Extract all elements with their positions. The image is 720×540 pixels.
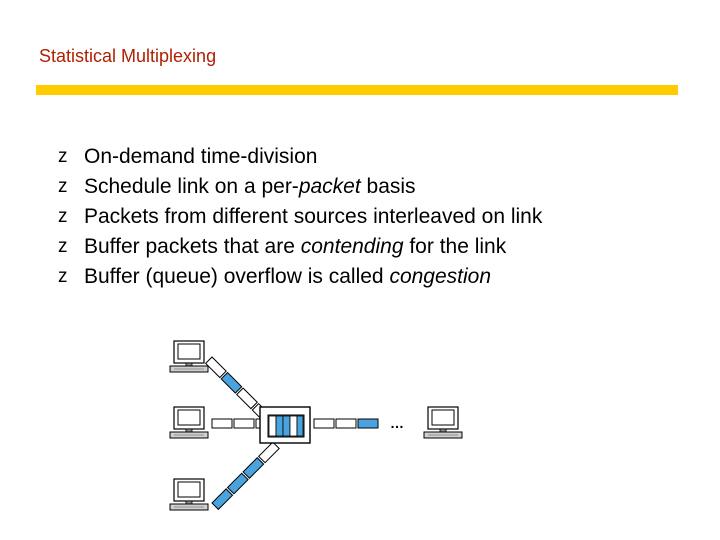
bullet-item xyxy=(58,232,618,262)
bullet-list xyxy=(58,142,618,292)
bullet-item xyxy=(58,262,618,292)
slide-title: Statistical Multiplexing xyxy=(39,46,217,66)
computer-icon xyxy=(424,407,462,438)
packet xyxy=(358,419,378,428)
bullet-text: Buffer packets that are contending for the link xyxy=(84,235,507,258)
queued-packet xyxy=(283,416,290,436)
packet xyxy=(221,373,242,394)
bullet-text: Schedule link on a per-packet basis xyxy=(84,175,416,198)
queued-packet xyxy=(297,416,303,436)
bullet-item xyxy=(58,202,618,232)
middle-link xyxy=(212,419,260,428)
bullet-item xyxy=(58,142,618,172)
computer-icon xyxy=(170,479,208,510)
bullet-glyph: z xyxy=(58,146,68,167)
bullet-glyph: z xyxy=(58,266,68,287)
packet xyxy=(243,458,264,479)
packet xyxy=(228,473,249,494)
packet xyxy=(212,489,233,510)
ellipsis: … xyxy=(390,415,404,431)
bullet-text: On-demand time-division xyxy=(84,145,318,168)
multiplexing-diagram xyxy=(160,335,480,515)
bullet-glyph: z xyxy=(58,206,68,227)
computer-icon xyxy=(170,341,208,372)
bullet-text: Buffer (queue) overflow is called congestion xyxy=(84,265,492,288)
outgoing-link xyxy=(314,415,404,431)
bullet-glyph: z xyxy=(58,236,68,257)
bottom-link xyxy=(212,442,279,509)
bullet-item xyxy=(58,172,618,202)
title-rule xyxy=(36,85,678,95)
bullet-text: Packets from different sources interleaved on link xyxy=(84,205,543,228)
computer-icon xyxy=(170,407,208,438)
switch-buffer xyxy=(260,407,310,443)
bullet-glyph: z xyxy=(58,176,68,197)
queued-packet xyxy=(276,416,283,436)
